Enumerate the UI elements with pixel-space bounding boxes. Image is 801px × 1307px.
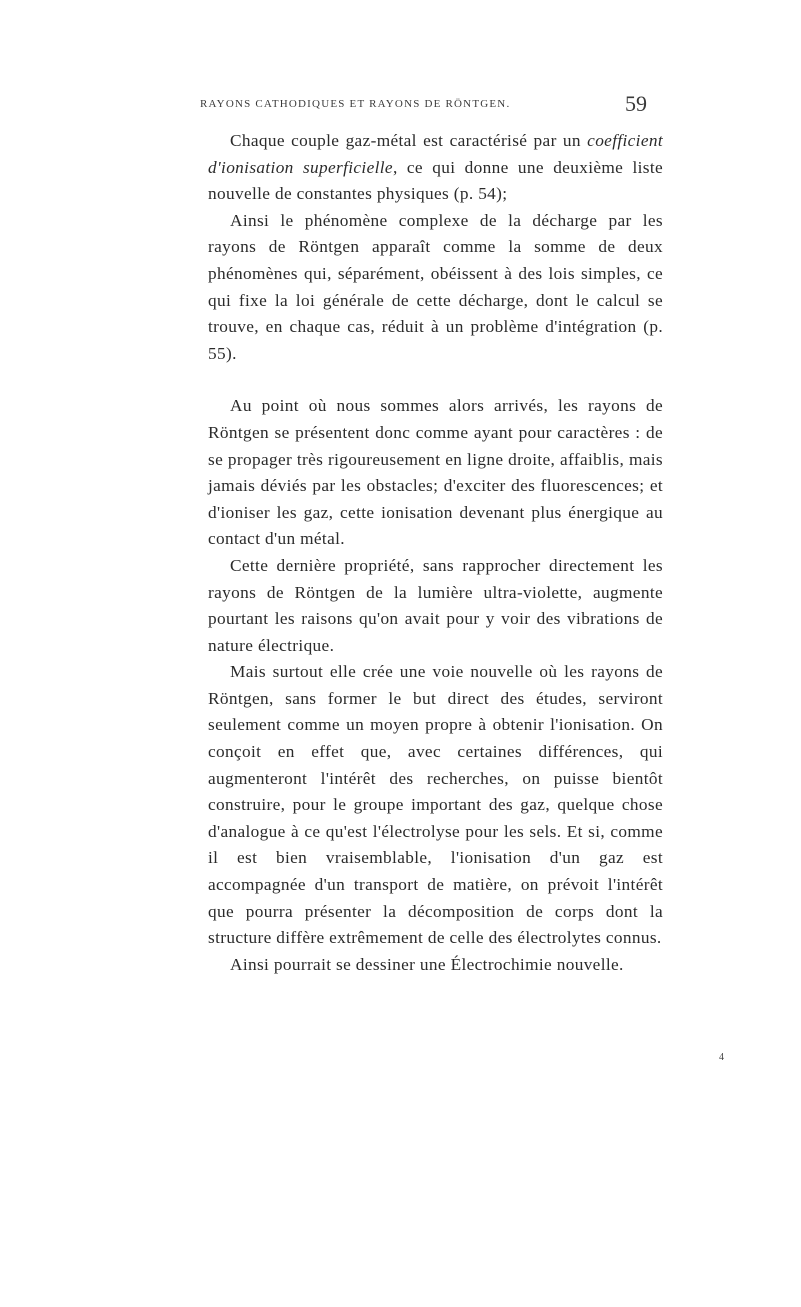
page-number: 59 bbox=[625, 91, 647, 116]
signature-mark: 4 bbox=[719, 1052, 724, 1063]
body-text bbox=[208, 128, 663, 978]
paragraph-gap bbox=[208, 367, 663, 393]
running-head-title: RAYONS CATHODIQUES ET RAYONS DE RÖNTGEN. bbox=[200, 98, 511, 110]
paragraph-ionisation: Mais surtout elle crée une voie nouvelle où les rayons de Röntgen, sans former le but direct des études, serviront seulement comme un moyen propre à obtenir l'ionisation. On conçoit en effet que, avec certaines différences, qui augmenteront l'intérêt des recherches, on puisse bientôt construire, pour le groupe important des gaz, quelque chose d'analogue à ce qu'est l'électrolyse pour les sels. Et si, comme il est bien vraisemblable, l'ionisation d'un gaz est accompagnée d'un transport de matière, on prévoit l'intérêt que pourra présenter la décomposition de corps dont la structure diffère extrêmement de celle des électrolytes connus. bbox=[208, 662, 663, 948]
paragraph-electrochimie: Ainsi pourrait se dessiner une Électrochimie nouvelle. bbox=[230, 954, 624, 974]
paragraph-propriete: Cette dernière propriété, sans rapprocher directement les rayons de Röntgen de la lumière ultra-violette, augmente pourtant les raisons qu'on avait pour y voir des vibrations de nature électrique. bbox=[208, 555, 663, 655]
paragraph-coefficient-start: Chaque couple gaz-métal est caractérisé par un bbox=[230, 131, 588, 150]
paragraph-coefficient-end: , ce qui donne une deuxième liste nouvelle de constantes physiques (p. 54); bbox=[208, 157, 664, 204]
italic-term: coefficient d'ionisation superficielle bbox=[208, 131, 663, 177]
running-head bbox=[200, 92, 660, 114]
paragraph-caracteres: Au point où nous sommes alors arrivés, les rayons de Röntgen se présentent donc comme ayant pour caractères : de se propager très rigoureusement en ligne droite, affaiblis, mais jamais déviés par les obstacles; d'exciter des fluorescences; et d'ioniser les gaz, cette ionisation devenant plus énergique au contact d'un métal. bbox=[208, 396, 663, 549]
paragraph-coefficient bbox=[208, 128, 663, 208]
paragraph-decharge: Ainsi le phénomène complexe de la décharge par les rayons de Röntgen apparaît comme la somme de deux phénomènes qui, séparément, obéissent à des lois simples, ce qui fixe la loi générale de cette décharge, dont le calcul se trouve, en chaque cas, réduit à un problème d'intégration (p. 55). bbox=[208, 210, 663, 363]
